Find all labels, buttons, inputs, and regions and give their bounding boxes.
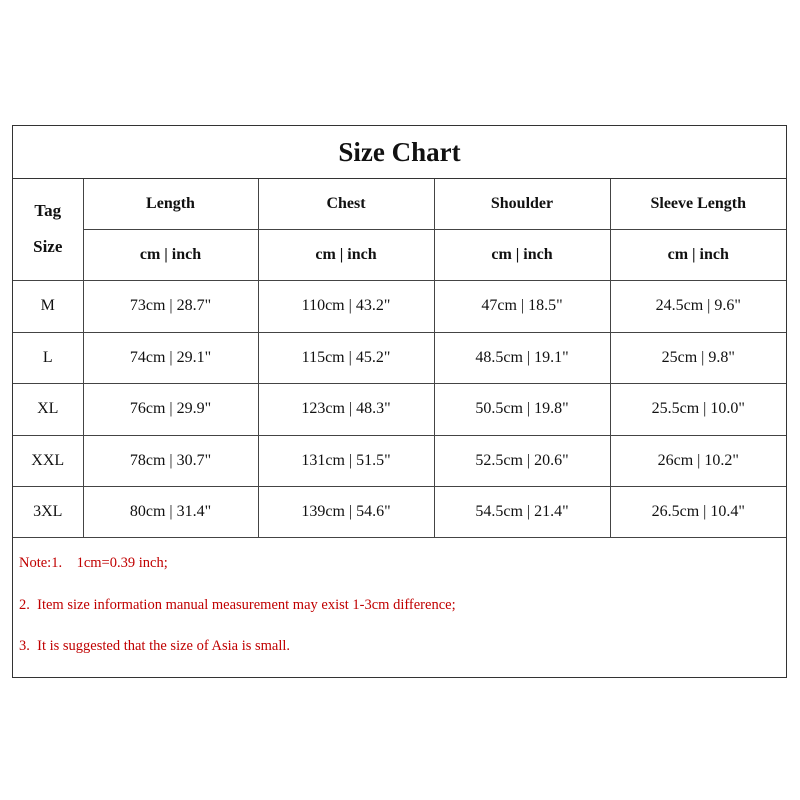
table-cell: 123cm | 48.3"	[258, 383, 434, 435]
table-row	[13, 383, 786, 435]
table-cell: 26cm | 10.2"	[610, 435, 786, 486]
table-cell: 47cm | 18.5"	[434, 280, 610, 332]
column-header-shoulder: Shoulder	[434, 179, 610, 229]
size-label: Size	[33, 237, 63, 257]
tag-label: Tag	[34, 201, 62, 221]
column-header-chest: Chest	[258, 179, 434, 229]
table-cell: 25cm | 9.8"	[610, 332, 786, 383]
size-cell: XXL	[13, 435, 83, 486]
unit-row	[13, 229, 786, 280]
table-cell: 50.5cm | 19.8"	[434, 383, 610, 435]
table-row	[13, 332, 786, 383]
table-cell: 48.5cm | 19.1"	[434, 332, 610, 383]
table-cell: 74cm | 29.1"	[83, 332, 258, 383]
table-cell: 115cm | 45.2"	[258, 332, 434, 383]
size-table	[13, 179, 786, 538]
table-row	[13, 280, 786, 332]
column-header-sleeve-length: Sleeve Length	[610, 179, 786, 229]
table-cell: 110cm | 43.2"	[258, 280, 434, 332]
table-cell: 52.5cm | 20.6"	[434, 435, 610, 486]
size-cell: XL	[13, 383, 83, 435]
unit-label: cm | inch	[434, 229, 610, 280]
table-cell: 76cm | 29.9"	[83, 383, 258, 435]
note-3: 3. It is suggested that the size of Asia is small.	[19, 638, 291, 654]
unit-label: cm | inch	[610, 229, 786, 280]
size-cell: 3XL	[13, 486, 83, 537]
table-cell: 78cm | 30.7"	[83, 435, 258, 486]
size-cell: L	[13, 332, 83, 383]
table-cell: 80cm | 31.4"	[83, 486, 258, 537]
table-cell: 54.5cm | 21.4"	[434, 486, 610, 537]
size-chart-frame	[12, 125, 787, 678]
header-row	[13, 179, 786, 229]
tag-size-header	[13, 179, 83, 280]
notes-section	[13, 537, 786, 677]
size-cell: M	[13, 280, 83, 332]
unit-label: cm | inch	[83, 229, 258, 280]
table-cell: 139cm | 54.6"	[258, 486, 434, 537]
note-2: 2. Item size information manual measurement may exist 1-3cm difference;	[19, 597, 456, 613]
table-cell: 73cm | 28.7"	[83, 280, 258, 332]
chart-title: Size Chart	[13, 126, 786, 179]
table-cell: 25.5cm | 10.0"	[610, 383, 786, 435]
table-cell: 24.5cm | 9.6"	[610, 280, 786, 332]
table-cell: 26.5cm | 10.4"	[610, 486, 786, 537]
column-header-length: Length	[83, 179, 258, 229]
note-1: Note:1. 1cm=0.39 inch;	[19, 555, 168, 571]
table-cell: 131cm | 51.5"	[258, 435, 434, 486]
table-row	[13, 435, 786, 486]
unit-label: cm | inch	[258, 229, 434, 280]
table-row	[13, 486, 786, 537]
